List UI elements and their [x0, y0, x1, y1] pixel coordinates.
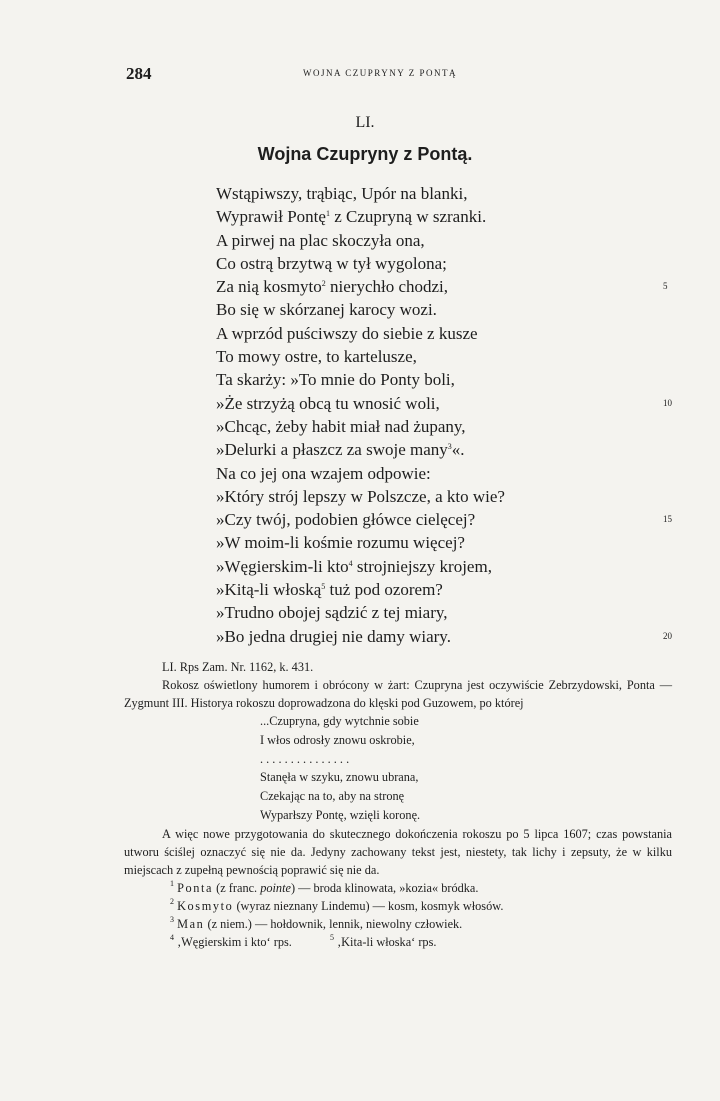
verse-text: »Trudno obojej sądzić z tej miary,: [216, 603, 448, 623]
footnote-text-end: ) — broda klinowata, »kozia« bródka.: [290, 880, 479, 895]
verse-line: [216, 182, 696, 205]
verse-text-after: strojniejszy krojem,: [352, 556, 492, 576]
line-number: 20: [663, 630, 672, 641]
footnote-italic: pointe: [260, 880, 291, 895]
verse-text: »Bo jedna drugiej nie damy wiary.: [216, 626, 451, 646]
footnote-text: ‚Kita-li włoska‘ rps.: [337, 934, 437, 949]
quote-line: Stanęła w szyku, znowu ubrana,: [260, 770, 419, 785]
poem-title: Wojna Czupryny z Pontą.: [257, 144, 473, 164]
verse-line: [216, 601, 696, 624]
verse-text: Ta skarży: »To mnie do Ponty boli,: [216, 370, 455, 390]
quote-line: I włos odrosły znowu oskrobie,: [260, 732, 415, 747]
page-number: 284: [126, 64, 152, 83]
verse-text-after: z Czupryną w szranki.: [329, 207, 487, 227]
footnote-text: (z niem.) — hołdownik, lennik, niewolny człowiek.: [204, 916, 463, 931]
footnote-text: (wyraz nieznany Lindemu) — kosm, kosmyk włosów.: [233, 898, 504, 913]
verse-line: [216, 368, 696, 391]
verse-line: [216, 205, 696, 228]
footnotes: [124, 879, 672, 933]
verse-text: »Chcąc, żeby habit miał nad żupany,: [216, 416, 466, 436]
verse-line: [216, 345, 696, 368]
footnote-ref: 2: [321, 279, 326, 289]
footnote-term: Kosmyto: [177, 898, 234, 913]
chapter-number: LI.: [355, 114, 375, 131]
footnote-text: ‚Węgierskim i kto‘ rps.: [177, 934, 292, 949]
verse-line: [216, 531, 696, 554]
footnote-mark: 4: [170, 932, 174, 942]
verse-line: [216, 508, 696, 531]
verse-text: Za nią kosmyto: [216, 277, 322, 297]
footnote-text: (z franc.: [213, 880, 261, 895]
verse-text-after: «.: [451, 440, 465, 460]
verse-line: [216, 252, 696, 275]
verse-line: [216, 322, 696, 345]
verse-line: [216, 275, 696, 298]
quote-line: . . . . . . . . . . . . . . .: [260, 751, 350, 766]
verse-line: [216, 229, 696, 252]
footnote-ref: 1: [325, 209, 330, 219]
verse-line: [216, 298, 696, 321]
verse-line: [216, 438, 696, 461]
source-note: LI. Rps Zam. Nr. 1162, k. 431.: [162, 660, 314, 674]
verse-line: [216, 485, 696, 508]
line-number: 10: [663, 397, 672, 408]
verse-text-after: nierychło chodzi,: [325, 277, 449, 297]
verse-line: [216, 415, 696, 438]
verse-text: »Kitą-li włoską: [216, 580, 322, 600]
verse-text: »Który strój lepszy w Polszcze, a kto wie?: [216, 486, 505, 506]
quote-line: ...Czupryna, gdy wytchnie sobie: [260, 714, 419, 728]
verse-text: »Węgierskim-li kto: [216, 556, 349, 576]
verse-line: [216, 392, 696, 415]
verse-text: »Delurki a płaszcz za swoje many: [216, 440, 448, 460]
footnote: [124, 879, 672, 897]
footnote-ref: 3: [447, 442, 452, 452]
verse-line: [216, 578, 696, 601]
verse-text: A pirwej na plac skoczyła ona,: [216, 230, 425, 250]
verse-line: [216, 555, 696, 578]
verse-text: »Że strzyżą obcą tu wnosić woli,: [216, 393, 440, 413]
quote-line: Czekając na to, aby na stronę: [260, 789, 405, 804]
verse-line: [216, 462, 696, 485]
footnote-ref: 5: [321, 582, 326, 592]
verse-text-after: tuż pod ozorem?: [325, 580, 443, 600]
footnote: [124, 897, 672, 915]
footnote-term: Ponta: [177, 880, 214, 895]
verse-text: »Czy twój, podobien główce cielęcej?: [216, 510, 476, 530]
verse-line: [216, 625, 696, 648]
verse-text: »W moim-li kośmie rozumu więcej?: [216, 533, 465, 553]
footnote-pair: [124, 933, 672, 951]
poem: [216, 182, 696, 648]
notes-section: [124, 658, 672, 951]
running-title: WOJNA CZUPRYNY Z PONTĄ: [303, 68, 457, 78]
footnote-mark: 2: [170, 896, 174, 906]
verse-text: Wyprawił Pontę: [216, 207, 326, 227]
quoted-verse: [124, 712, 672, 825]
footnote-mark: 5: [329, 932, 334, 942]
verse-text: To mowy ostre, to kartelusze,: [216, 347, 417, 367]
line-number: 5: [663, 281, 668, 292]
footnote-mark: 1: [170, 878, 174, 888]
verse-text: Na co jej ona wzajem odpowie:: [216, 463, 431, 483]
footnote: [124, 915, 672, 933]
verse-text: Wstąpiwszy, trąbiąc, Upór na blanki,: [216, 184, 468, 203]
quote-line: Wyparłszy Pontę, wzięli koronę.: [260, 807, 421, 822]
footnote-mark: 3: [170, 914, 174, 924]
line-number: 15: [663, 514, 672, 525]
verse-text: A wprzód puściwszy do siebie z kusze: [216, 323, 478, 343]
footnote-term: Man: [177, 916, 205, 931]
verse-text: Bo się w skórzanej karocy wozi.: [216, 300, 437, 320]
footnote-ref: 4: [348, 558, 353, 568]
verse-text: Co ostrą brzytwą w tył wygolona;: [216, 253, 447, 273]
commentary: Rokosz oświetlony humorem i obrócony w żart: Czupryna jest oczywiście Zebrzydowski, Ponta — Zygmunt III. Historya rokoszu doprowadzona do klęski pod Guzowem, po której: [124, 678, 672, 710]
commentary-continuation: A więc nowe przygotowania do skutecznego dokończenia rokoszu po 5 lipca 1607; czas powstania utworu ściślej oznaczyć się nie da. Jedyny zachowany tekst jest, niestety, tak lichy i zepsuty, że w kilku miejscach z zupełną pewnością poprawić się nie da.: [124, 826, 672, 877]
